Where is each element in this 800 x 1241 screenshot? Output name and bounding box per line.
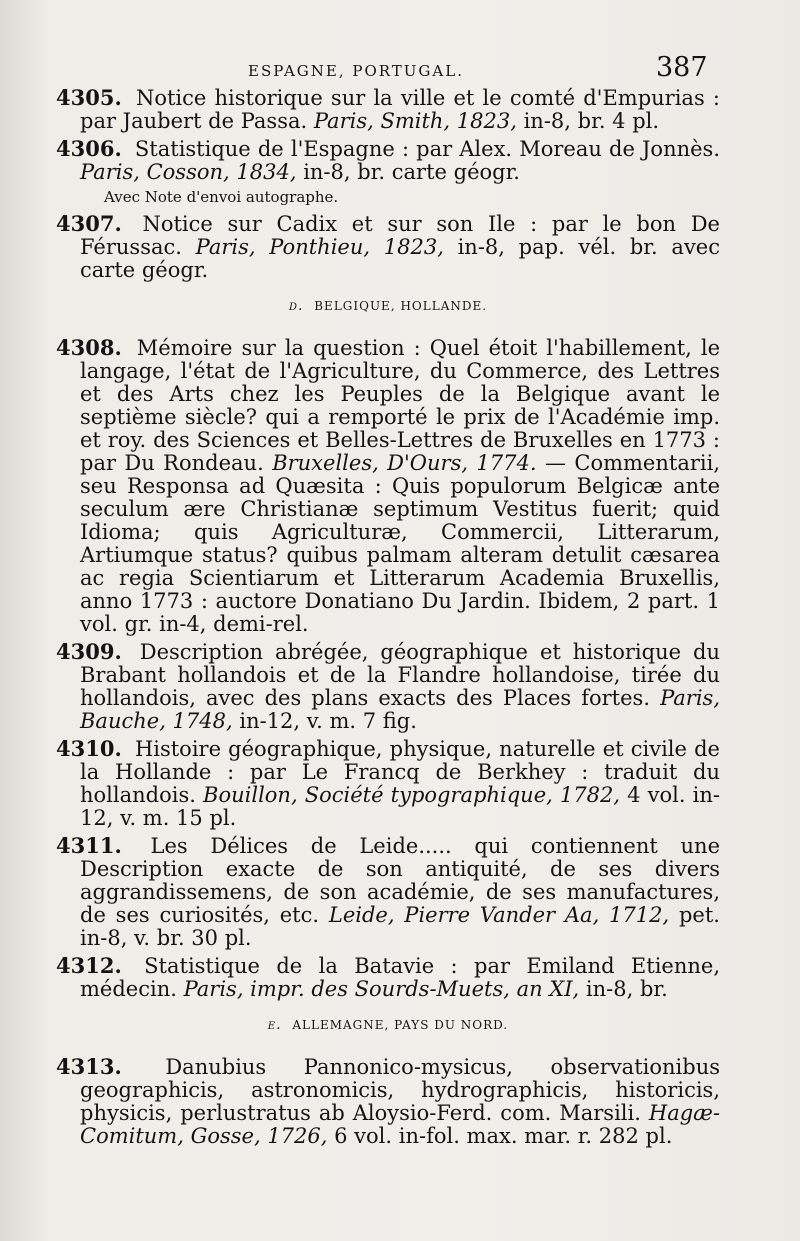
entry-number: 4313. (56, 1054, 122, 1079)
catalog-entry-4312 (56, 954, 720, 1001)
entry-format: in-8, br. carte géogr. (303, 160, 520, 184)
section-title: ALLEMAGNE, PAYS DU NORD. (292, 1018, 509, 1032)
entry-publisher: Paris, Bauche, 1748, (80, 686, 720, 733)
entry-publisher: Leide, Pierre Vander Aa, 1712, (328, 903, 670, 927)
entry-publisher: Paris, Smith, 1823, (313, 109, 517, 133)
entry-text: Les Délices de Leide..... qui contiennent une Description exacte de son antiquité, de ses divers aggrandissemens, de son académie, de ses manufactures, de ses curiosités, etc. (80, 834, 720, 927)
entry-number: 4311. (56, 833, 122, 858)
section-heading-allemagne (56, 1017, 720, 1033)
section-heading-belgique (56, 298, 720, 314)
entry-publisher: Paris, impr. des Sourds-Muets, an XI, (183, 977, 580, 1001)
catalog-entry-4306 (56, 137, 720, 184)
entry-text: Statistique de la Batavie : par Emiland Etienne, médecin. (80, 954, 720, 1001)
page-content (56, 86, 720, 1152)
entry-format: in-12, v. m. 7 fig. (239, 709, 417, 733)
section-letter: d. (288, 298, 304, 314)
section-letter: e. (267, 1017, 282, 1033)
entry-number: 4305. (56, 85, 122, 110)
entry-text: Mémoire sur la question : Quel étoit l'habillement, le langage, l'état de l'Agriculture, du Commerce, des Lettres et des Arts chez les Peuples de la Belgique avant le septième siècle? qui a remporté le prix de l'Académie imp. et roy. des Sciences et Belles-Lettres de Bruxelles en 1773 : par Du Rondeau. (80, 336, 720, 475)
section-title: BELGIQUE, HOLLANDE. (314, 299, 488, 313)
entry-format: — Commentarii, seu Responsa ad Quæsita : Quis populorum Belgicæ ante seculum ære Christianæ septimum Vestitus fuerit; quid Idioma; quis Agriculturæ, Commercii, Litterarum, Artiumque status? quibus palmam alteram detulit cæsarea ac regia Scientiarum et Litterarum Academia Bruxellis, anno 1773 : auctore Donatiano Du Jardin. Ibidem, 2 part. 1 vol. gr. in-4, demi-rel. (80, 451, 720, 636)
catalog-entry-4307 (56, 212, 720, 282)
entry-format: in-8, br. 4 pl. (523, 109, 660, 133)
entry-format: in-8, pap. vél. br. avec carte géogr. (80, 235, 720, 282)
catalog-entry-4309 (56, 640, 720, 733)
running-head: ESPAGNE, PORTUGAL. (248, 62, 464, 80)
entry-format: pet. in-8, v. br. 30 pl. (80, 903, 720, 950)
entry-publisher: Paris, Ponthieu, 1823, (195, 235, 444, 259)
entry-publisher: Hagæ-Comitum, Gosse, 1726, (80, 1101, 720, 1148)
entry-number: 4312. (56, 953, 122, 978)
catalog-entry-4310 (56, 737, 720, 830)
entry-number: 4306. (56, 136, 122, 161)
entry-publisher: Bruxelles, D'Ours, 1774. (272, 451, 537, 475)
entry-text: Statistique de l'Espagne : par Alex. Moreau de Jonnès. (134, 137, 720, 161)
catalog-entry-4313 (56, 1055, 720, 1148)
entry-text: Danubius Pannonico-mysicus, observationibus geographicis, astronomicis, hydrographicis, historicis, physicis, perlustratus ab Aloysio-Ferd. com. Marsili. (80, 1055, 720, 1125)
entry-text: Description abrégée, géographique et historique du Brabant hollandois et de la Flandre hollandoise, tirée du hollandois, avec des plans exacts des Places fortes. (80, 640, 720, 710)
entry-format: in-8, br. (585, 977, 668, 1001)
catalog-entry-4308 (56, 336, 720, 636)
entry-publisher: Paris, Cosson, 1834, (80, 160, 297, 184)
entry-text: Notice sur Cadix et sur son Ile : par le bon De Férussac. (80, 212, 720, 259)
entry-number: 4309. (56, 639, 122, 664)
entry-number: 4308. (56, 335, 122, 360)
entry-publisher: Bouillon, Société typographique, 1782, (203, 783, 621, 807)
entry-number: 4307. (56, 211, 122, 236)
entry-text: Histoire géographique, physique, naturelle et civile de la Hollande : par Le Francq de Berkhey : traduit du hollandois. (80, 737, 720, 807)
entry-format: 4 vol. in-12, v. m. 15 pl. (80, 783, 720, 830)
catalog-entry-4311 (56, 834, 720, 950)
catalog-entry-4305 (56, 86, 720, 133)
entry-number: 4310. (56, 736, 122, 761)
entry-text: Notice historique sur la ville et le comté d'Empurias : par Jaubert de Passa. (80, 86, 720, 133)
entry-note: Avec Note d'envoi autographe. (104, 188, 339, 206)
entry-format: 6 vol. in-fol. max. mar. r. 282 pl. (334, 1124, 673, 1148)
page-number: 387 (656, 52, 708, 83)
